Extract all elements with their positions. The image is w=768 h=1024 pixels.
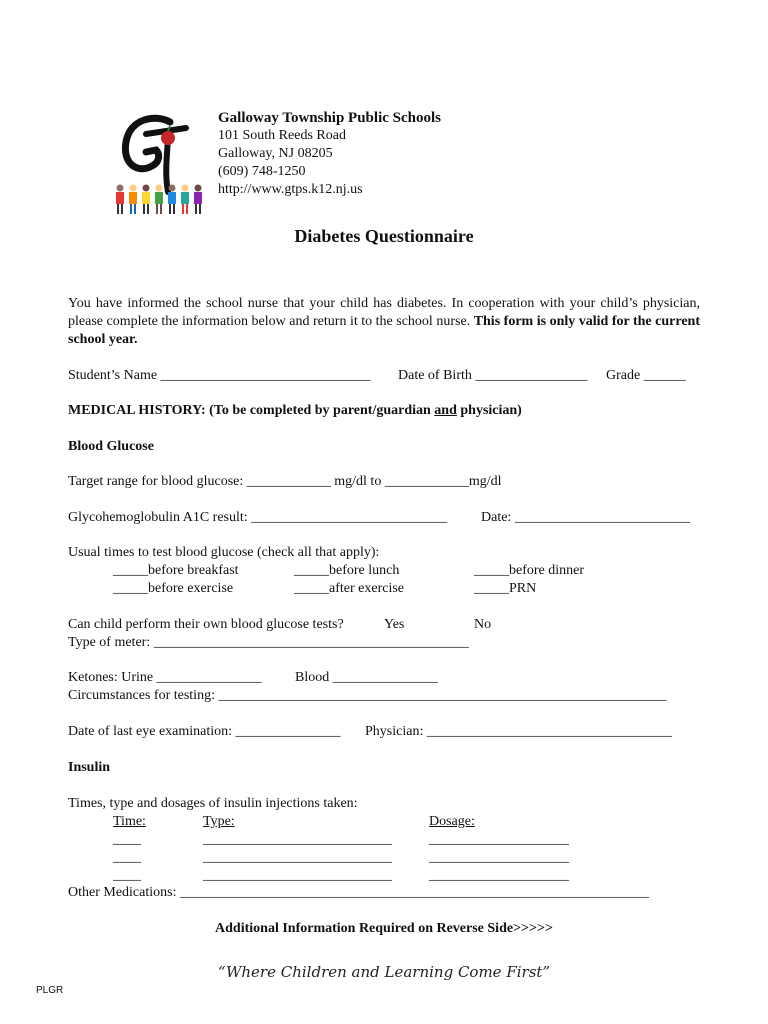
school-logo <box>112 108 214 224</box>
ketones-blood-field[interactable]: Blood _______________ <box>295 670 438 685</box>
insulin-times-label: Times, type and dosages of insulin injections taken: <box>68 796 358 811</box>
insulin-heading: Insulin <box>68 760 111 775</box>
intro-paragraph <box>68 295 700 349</box>
insulin-type-field[interactable]: ___________________________ <box>203 850 392 865</box>
self-test-yes[interactable]: Yes <box>384 617 405 632</box>
insulin-type-field[interactable]: ___________________________ <box>203 868 392 883</box>
option-prn[interactable]: _____PRN <box>474 581 537 596</box>
school-city: Galloway, NJ 08205 <box>218 146 333 161</box>
insulin-dosage-field[interactable]: ____________________ <box>429 832 569 847</box>
physician-field[interactable]: Physician: ___________________________________ <box>365 724 672 739</box>
school-motto: “Where Children and Learning Come First” <box>217 963 551 981</box>
student-name-field[interactable]: Student’s Name ______________________________ <box>68 368 371 383</box>
grade-field[interactable]: Grade ______ <box>606 368 686 383</box>
insulin-dosage-field[interactable]: ____________________ <box>429 850 569 865</box>
form-title: Diabetes Questionnaire <box>294 226 474 246</box>
school-name: Galloway Township Public Schools <box>218 110 441 126</box>
meter-type-field[interactable]: Type of meter: _____________________________________________ <box>68 635 469 650</box>
col-time-header: Time: <box>113 814 146 829</box>
option-before-breakfast[interactable]: _____before breakfast <box>113 563 239 578</box>
reverse-side-note: Additional Information Required on Reverse Side>>>>> <box>215 921 553 936</box>
medical-history-before: MEDICAL HISTORY: (To be completed by parent/guardian <box>68 403 435 418</box>
eye-exam-date-field[interactable]: Date of last eye examination: _______________ <box>68 724 341 739</box>
a1c-result-field[interactable]: Glycohemoglobulin A1C result: ____________________________ <box>68 510 448 525</box>
col-dosage-header: Dosage: <box>429 814 475 829</box>
insulin-time-field[interactable]: ____ <box>113 850 141 865</box>
school-phone: (609) 748-1250 <box>218 164 306 179</box>
option-before-lunch[interactable]: _____before lunch <box>294 563 400 578</box>
option-after-exercise[interactable]: _____after exercise <box>294 581 404 596</box>
medical-history-and: and <box>434 403 457 418</box>
school-address: 101 South Reeds Road <box>218 128 346 143</box>
other-medications-field[interactable]: Other Medications: ___________________________________________________________________ <box>68 885 649 900</box>
self-test-no[interactable]: No <box>474 617 492 632</box>
school-url[interactable]: http://www.gtps.k12.nj.us <box>218 182 363 197</box>
intro-text: You have informed the school nurse that your child has diabetes. In cooperation with your child’s physician, please complete the information below and return it to the school nurse. <box>68 296 700 329</box>
insulin-type-field[interactable]: ___________________________ <box>203 832 392 847</box>
ketones-urine-field[interactable]: Ketones: Urine _______________ <box>68 670 262 685</box>
date-of-birth-field[interactable]: Date of Birth ________________ <box>398 368 588 383</box>
intro-bold-text: This form is only valid for the current school year. <box>68 314 700 347</box>
option-before-exercise[interactable]: _____before exercise <box>113 581 234 596</box>
insulin-dosage-field[interactable]: ____________________ <box>429 868 569 883</box>
blood-glucose-heading: Blood Glucose <box>68 439 154 454</box>
school-header <box>218 109 441 199</box>
insulin-time-field[interactable]: ____ <box>113 832 141 847</box>
medical-history-heading <box>68 403 522 419</box>
circumstances-field[interactable]: Circumstances for testing: ________________________________________________________________ <box>68 688 667 703</box>
usual-times-label: Usual times to test blood glucose (check all that apply): <box>68 545 380 560</box>
option-before-dinner[interactable]: _____before dinner <box>474 563 585 578</box>
form-code: PLGR <box>36 985 64 996</box>
insulin-time-field[interactable]: ____ <box>113 868 141 883</box>
self-test-question: Can child perform their own blood glucose tests? <box>68 617 344 632</box>
medical-history-after: physician) <box>456 403 522 418</box>
a1c-date-field[interactable]: Date: _________________________ <box>481 510 690 525</box>
target-range-field[interactable]: Target range for blood glucose: ____________ mg/dl to ____________mg/dl <box>68 474 502 489</box>
col-type-header: Type: <box>203 814 235 829</box>
